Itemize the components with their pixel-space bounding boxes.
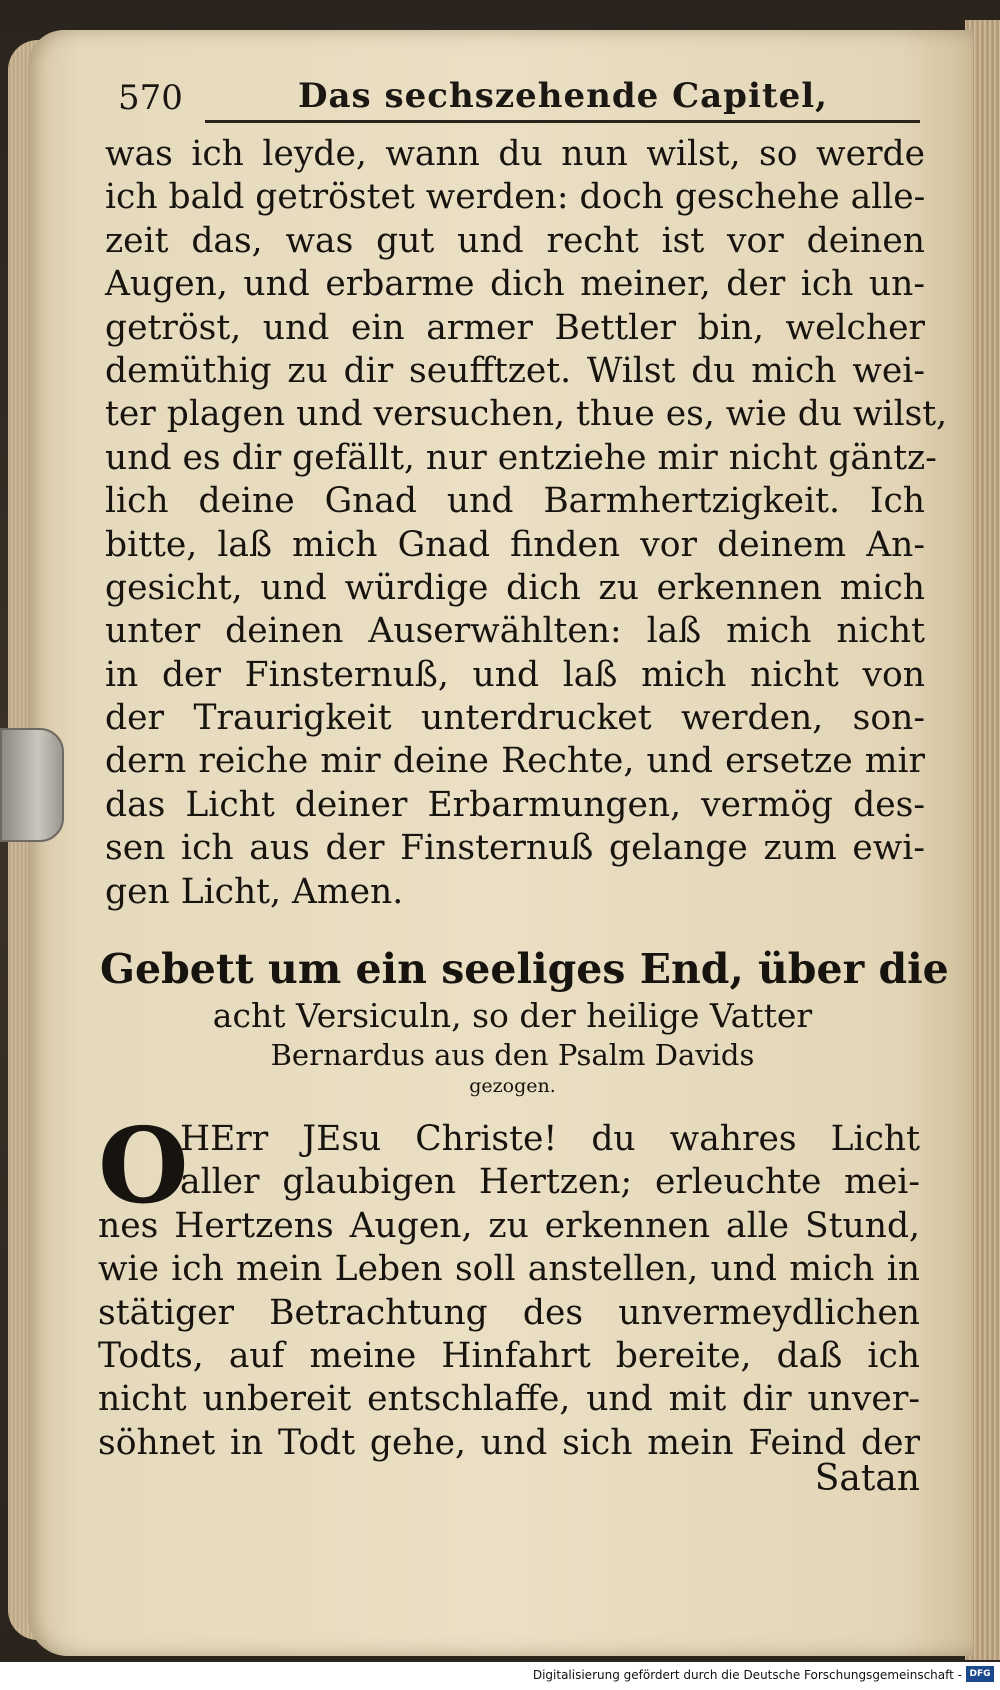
text-line: der Traurigkeit unterdrucket werden, son- xyxy=(105,698,925,739)
text-line: gesicht, und würdige dich zu erkennen mich xyxy=(105,567,925,608)
text-line: stätiger Betrachtung des unvermeydlichen xyxy=(98,1292,920,1333)
text-line: nicht unbereit entschlaffe, und mit dir unver- xyxy=(98,1379,920,1420)
text-line: ter plagen und versuchen, thue es, wie du wilst, xyxy=(105,394,948,435)
body-text xyxy=(105,133,948,914)
text-line: zeit das, was gut und recht ist vor deinen xyxy=(105,220,925,261)
text-line: nes Hertzens Augen, zu erkennen alle Stund, xyxy=(98,1205,920,1246)
text-line: und es dir gefällt, nur entziehe mir nicht gäntz- xyxy=(105,437,937,478)
text-line: getröst, und ein armer Bettler bin, welcher xyxy=(105,307,925,348)
text-line: gen Licht, Amen. xyxy=(105,871,404,912)
running-title: Das sechszehende Capitel, xyxy=(298,76,828,116)
footer-bar xyxy=(0,1662,1000,1690)
text-line: das Licht deiner Erbarmungen, vermög des- xyxy=(105,784,925,825)
prayer-heading xyxy=(100,943,949,1099)
text-line: was ich leyde, wann du nun wilst, so werde xyxy=(105,134,925,174)
text-line: aller glaubigen Hertzen; erleuchte mei- xyxy=(180,1162,920,1203)
catchword: Satan xyxy=(814,1458,920,1499)
text-line: sen ich aus der Finsternuß gelange zum ewi- xyxy=(105,828,925,869)
text-line: bitte, laß mich Gnad finden vor deinem An- xyxy=(105,524,925,565)
heading-line: Bernardus aus den Psalm Davids xyxy=(270,1038,755,1072)
header-rule xyxy=(205,120,920,123)
text-line: Augen, und erbarme dich meiner, der ich un- xyxy=(105,264,925,305)
text-line: lich deine Gnad und Barmhertzigkeit. Ich xyxy=(105,481,925,522)
text-line: unter deinen Auserwählten: laß mich nicht xyxy=(105,611,925,652)
text-line: ich bald getröstet werden: doch geschehe alle- xyxy=(105,177,926,218)
book-clip xyxy=(0,728,64,842)
text-line: dern reiche mir deine Rechte, und ersetze mir xyxy=(105,741,925,782)
prayer-body xyxy=(98,1104,920,1465)
drop-cap: O xyxy=(98,1104,189,1227)
heading-line: gezogen. xyxy=(469,1075,556,1097)
text-line: in der Finsternuß, und laß mich nicht von xyxy=(105,654,925,695)
text-line: wie ich mein Leben soll anstellen, und mich in xyxy=(98,1249,920,1290)
heading-line: acht Versiculn, so der heilige Vatter xyxy=(212,996,813,1035)
funding-credit: Digitalisierung gefördert durch die Deutsche Forschungsgemeinschaft - xyxy=(532,1668,962,1682)
text-line: demüthig zu dir seufftzet. Wilst du mich wei- xyxy=(105,350,925,391)
text-line: söhnet in Todt gehe, und sich mein Feind der xyxy=(98,1422,920,1463)
heading-line: Gebett um ein seeliges End, über die xyxy=(100,945,949,993)
text-line: HErr JEsu Christe! du wahres Licht xyxy=(180,1119,920,1159)
page-number: 570 xyxy=(118,78,183,118)
dfg-logo: DFG xyxy=(966,1666,994,1682)
text-line: Todts, auf meine Hinfahrt bereite, daß ich xyxy=(98,1335,920,1376)
